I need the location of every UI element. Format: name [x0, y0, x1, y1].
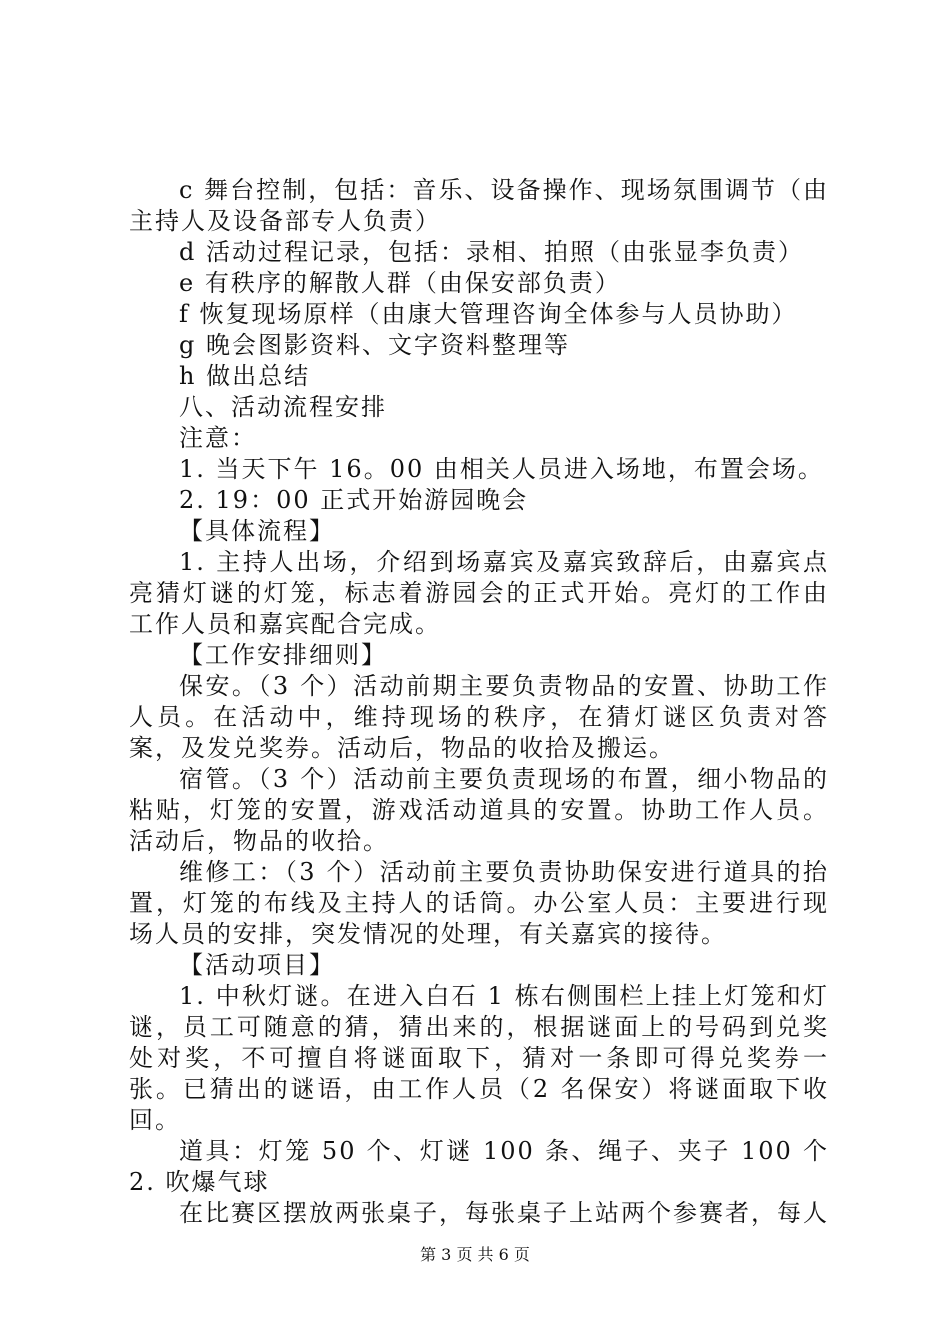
paragraph: f 恢复现场原样（由康大管理咨询全体参与人员协助） [179, 300, 798, 328]
paragraph: h 做出总结 [179, 362, 311, 390]
paragraph: e 有秩序的解散人群（由保安部负责） [179, 269, 621, 297]
paragraph: g 晚会图影资料、文字资料整理等 [179, 331, 570, 359]
paragraph: 1. 中秋灯谜。在进入白石 1 栋右侧围栏上挂上灯笼和灯谜，员工可随意的猜，猜出来的，根据谜面上的号码到兑奖处对奖，不可擅自将谜面取下，猜对一条即可得兑奖券一张。已猜出的谜语，由工作人员（2 名保安）将谜面取下收回。 [129, 982, 829, 1134]
paragraph: 2. 19：00 正式开始游园晚会 [179, 486, 529, 514]
paragraph: 维修工：（3 个）活动前主要负责协助保安进行道具的抬置，灯笼的布线及主持人的话筒。办公室人员：主要进行现场人员的安排，突发情况的处理，有关嘉宾的接待。 [129, 858, 829, 948]
section-heading: 八、活动流程安排 [179, 393, 387, 421]
section-heading: 【具体流程】 [179, 517, 335, 545]
paragraph: d 活动过程记录，包括：录相、拍照（由张显李负责） [179, 238, 804, 266]
paragraph: 在比赛区摆放两张桌子，每张桌子上站两个参赛者，每人 [179, 1199, 829, 1227]
paragraph: 注意： [179, 424, 257, 452]
paragraph: 保安。（3 个）活动前期主要负责物品的安置、协助工作人员。在活动中，维持现场的秩序，在猜灯谜区负责对答案，及发兑奖券。活动后，物品的收拾及搬运。 [129, 672, 829, 762]
paragraph: c 舞台控制，包括：音乐、设备操作、现场氛围调节（由主持人及设备部专人负责） [129, 176, 829, 235]
paragraph: 道具：灯笼 50 个、灯谜 100 条、绳子、夹子 100 个 2. 吹爆气球 [129, 1137, 829, 1196]
document-body [129, 175, 829, 1229]
section-heading: 【活动项目】 [179, 951, 335, 979]
paragraph: 宿管。（3 个）活动前主要负责现场的布置，细小物品的粘贴，灯笼的安置，游戏活动道具的安置。协助工作人员。活动后，物品的收拾。 [129, 765, 829, 855]
page-footer: 第 3 页 共 6 页 [420, 1245, 530, 1264]
section-heading: 【工作安排细则】 [179, 641, 387, 669]
paragraph: 1. 当天下午 16。00 由相关人员进入场地，布置会场。 [179, 455, 824, 483]
paragraph: 1. 主持人出场，介绍到场嘉宾及嘉宾致辞后，由嘉宾点亮猜灯谜的灯笼，标志着游园会的正式开始。亮灯的工作由工作人员和嘉宾配合完成。 [129, 548, 829, 638]
